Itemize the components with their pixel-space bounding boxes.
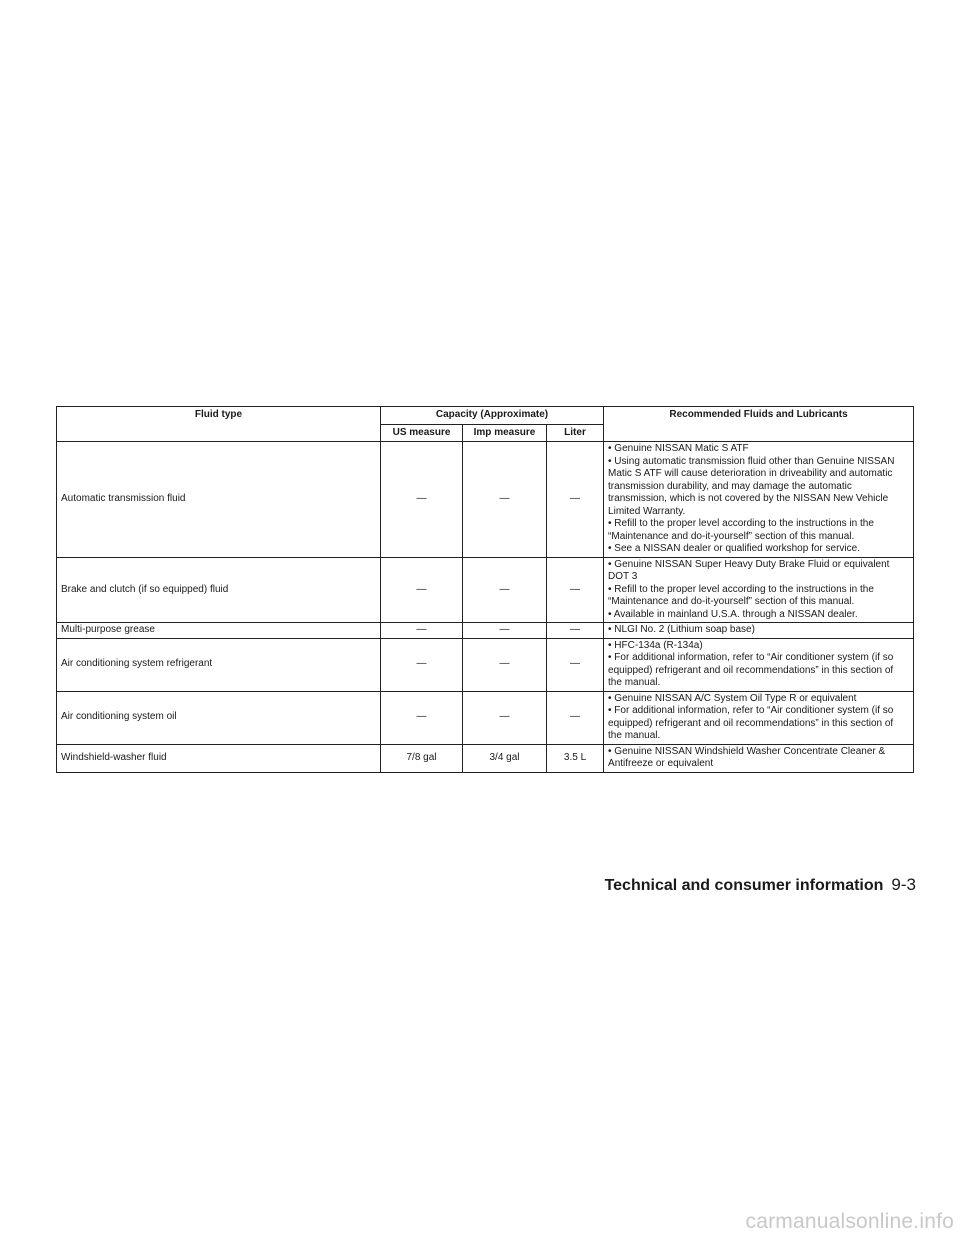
fluid-name: Multi-purpose grease bbox=[57, 623, 381, 639]
us-measure-value: — bbox=[381, 442, 463, 558]
table-row bbox=[57, 557, 914, 623]
us-measure-value: — bbox=[381, 557, 463, 623]
recommendation-item: • Genuine NISSAN Super Heavy Duty Brake Fluid or equivalent DOT 3 bbox=[608, 558, 890, 582]
page-number: 9-3 bbox=[891, 875, 916, 894]
us-measure-value: — bbox=[381, 638, 463, 691]
imp-measure-value: — bbox=[463, 638, 547, 691]
table-row bbox=[57, 638, 914, 691]
recommendation-cell bbox=[604, 623, 914, 639]
fluid-name: Brake and clutch (if so equipped) fluid bbox=[57, 557, 381, 623]
fluid-name: Automatic transmission fluid bbox=[57, 442, 381, 558]
recommendation-cell bbox=[604, 638, 914, 691]
header-capacity: Capacity (Approximate) bbox=[381, 407, 604, 425]
imp-measure-value: 3/4 gal bbox=[463, 744, 547, 772]
fluids-lubricants-table bbox=[56, 406, 914, 773]
page-footer bbox=[605, 875, 916, 895]
recommendation-item: • Genuine NISSAN Windshield Washer Concentrate Cleaner & Antifreeze or equivalent bbox=[608, 745, 886, 769]
recommendation-item: • For additional information, refer to “Air conditioner system (if so equipped) refrigerant and oil recommendations” in this section of the manual. bbox=[608, 652, 894, 688]
table-row bbox=[57, 623, 914, 639]
recommendation-item: • For additional information, refer to “Air conditioner system (if so equipped) refrigerant and oil recommendations” in this section of the manual. bbox=[608, 705, 894, 741]
header-liter: Liter bbox=[547, 424, 604, 442]
imp-measure-value: — bbox=[463, 557, 547, 623]
table-row bbox=[57, 691, 914, 744]
watermark: carmanualsonline.info bbox=[745, 1210, 954, 1233]
imp-measure-value: — bbox=[463, 442, 547, 558]
header-imp-measure: Imp measure bbox=[463, 424, 547, 442]
recommendation-cell bbox=[604, 691, 914, 744]
recommendation-item: • HFC-134a (R-134a) bbox=[608, 639, 703, 651]
recommendation-item: • Refill to the proper level according to the instructions in the “Maintenance and do-it-yourself” section of this manual. bbox=[608, 583, 874, 607]
section-title: Technical and consumer information bbox=[604, 877, 884, 894]
us-measure-value: — bbox=[381, 691, 463, 744]
recommendation-cell bbox=[604, 744, 914, 772]
recommendation-item: • See a NISSAN dealer or qualified workshop for service. bbox=[608, 543, 860, 554]
fluid-name: Windshield-washer fluid bbox=[57, 744, 381, 772]
us-measure-value: 7/8 gal bbox=[381, 744, 463, 772]
recommendation-item: • Using automatic transmission fluid other than Genuine NISSAN Matic S ATF will cause deterioration in driveability and automatic transmission durability, and may damage the automatic transmission, which is not covered by the NISSAN New Vehicle Limited Warranty. bbox=[608, 455, 895, 517]
recommendation-item: • Genuine NISSAN Matic S ATF bbox=[608, 443, 749, 454]
recommendation-item: • Available in mainland U.S.A. through a NISSAN dealer. bbox=[608, 608, 858, 620]
imp-measure-value: — bbox=[463, 623, 547, 639]
recommendation-item: • NLGI No. 2 (Lithium soap base) bbox=[608, 624, 755, 635]
fluid-name: Air conditioning system oil bbox=[57, 691, 381, 744]
recommendation-cell bbox=[604, 442, 914, 558]
liter-value: — bbox=[547, 691, 604, 744]
recommendation-item: • Refill to the proper level according to the instructions in the “Maintenance and do-it-yourself” section of this manual. bbox=[608, 518, 874, 542]
liter-value: — bbox=[547, 638, 604, 691]
header-recommended: Recommended Fluids and Lubricants bbox=[604, 407, 914, 442]
fluid-name: Air conditioning system refrigerant bbox=[57, 638, 381, 691]
recommendation-item: • Genuine NISSAN A/C System Oil Type R or equivalent bbox=[608, 692, 857, 704]
header-fluid-type: Fluid type bbox=[57, 407, 381, 442]
header-us-measure: US measure bbox=[381, 424, 463, 442]
table-body bbox=[57, 442, 914, 773]
us-measure-value: — bbox=[381, 623, 463, 639]
recommendation-cell bbox=[604, 557, 914, 623]
liter-value: — bbox=[547, 557, 604, 623]
liter-value: — bbox=[547, 442, 604, 558]
liter-value: — bbox=[547, 623, 604, 639]
liter-value: 3.5 L bbox=[547, 744, 604, 772]
table-row bbox=[57, 744, 914, 772]
table-row bbox=[57, 442, 914, 558]
imp-measure-value: — bbox=[463, 691, 547, 744]
